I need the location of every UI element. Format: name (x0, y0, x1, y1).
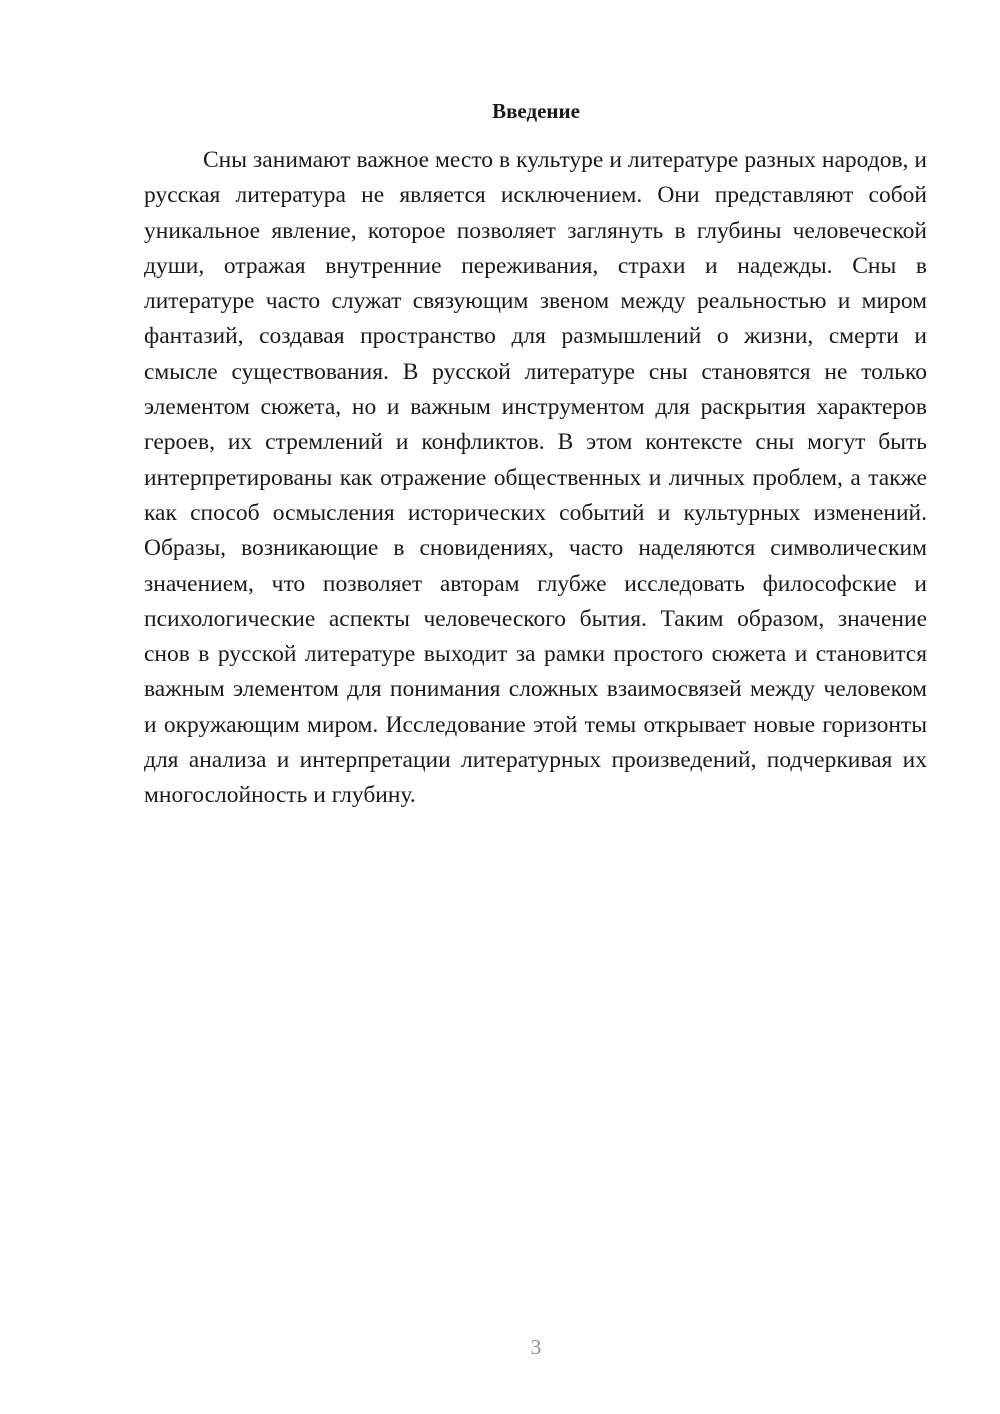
body-paragraph: Сны занимают важное место в культуре и литературе разных народов, и русская литература не является исключением. Они представляют собой уникальное явление, которое позволяет заглянуть в глубины человеческой души, отражая внутренние переживания, страхи и надежды. Сны в литературе часто служат связующим звеном между реальностью и миром фантазий, создавая пространство для размышлений о жизни, смерти и смысле существования. В русской литературе сны становятся не только элементом сюжета, но и важным инструментом для раскрытия характеров героев, их стремлений и конфликтов. В этом контексте сны могут быть интерпретированы как отражение общественных и личных проблем, а также как способ осмысления исторических событий и культурных изменений. Образы, возникающие в сновидениях, часто наделяются символическим значением, что позволяет авторам глубже исследовать философские и психологические аспекты человеческого бытия. Таким образом, значение снов в русской литературе выходит за рамки простого сюжета и становится важным элементом для понимания сложных взаимосвязей между человеком и окружающим миром. Исследование этой темы открывает новые горизонты для анализа и интерпретации литературных произведений, подчеркивая их многослойность и глубину. (144, 147, 927, 809)
page-number: 3 (530, 1335, 542, 1359)
section-heading: Введение (492, 99, 580, 123)
